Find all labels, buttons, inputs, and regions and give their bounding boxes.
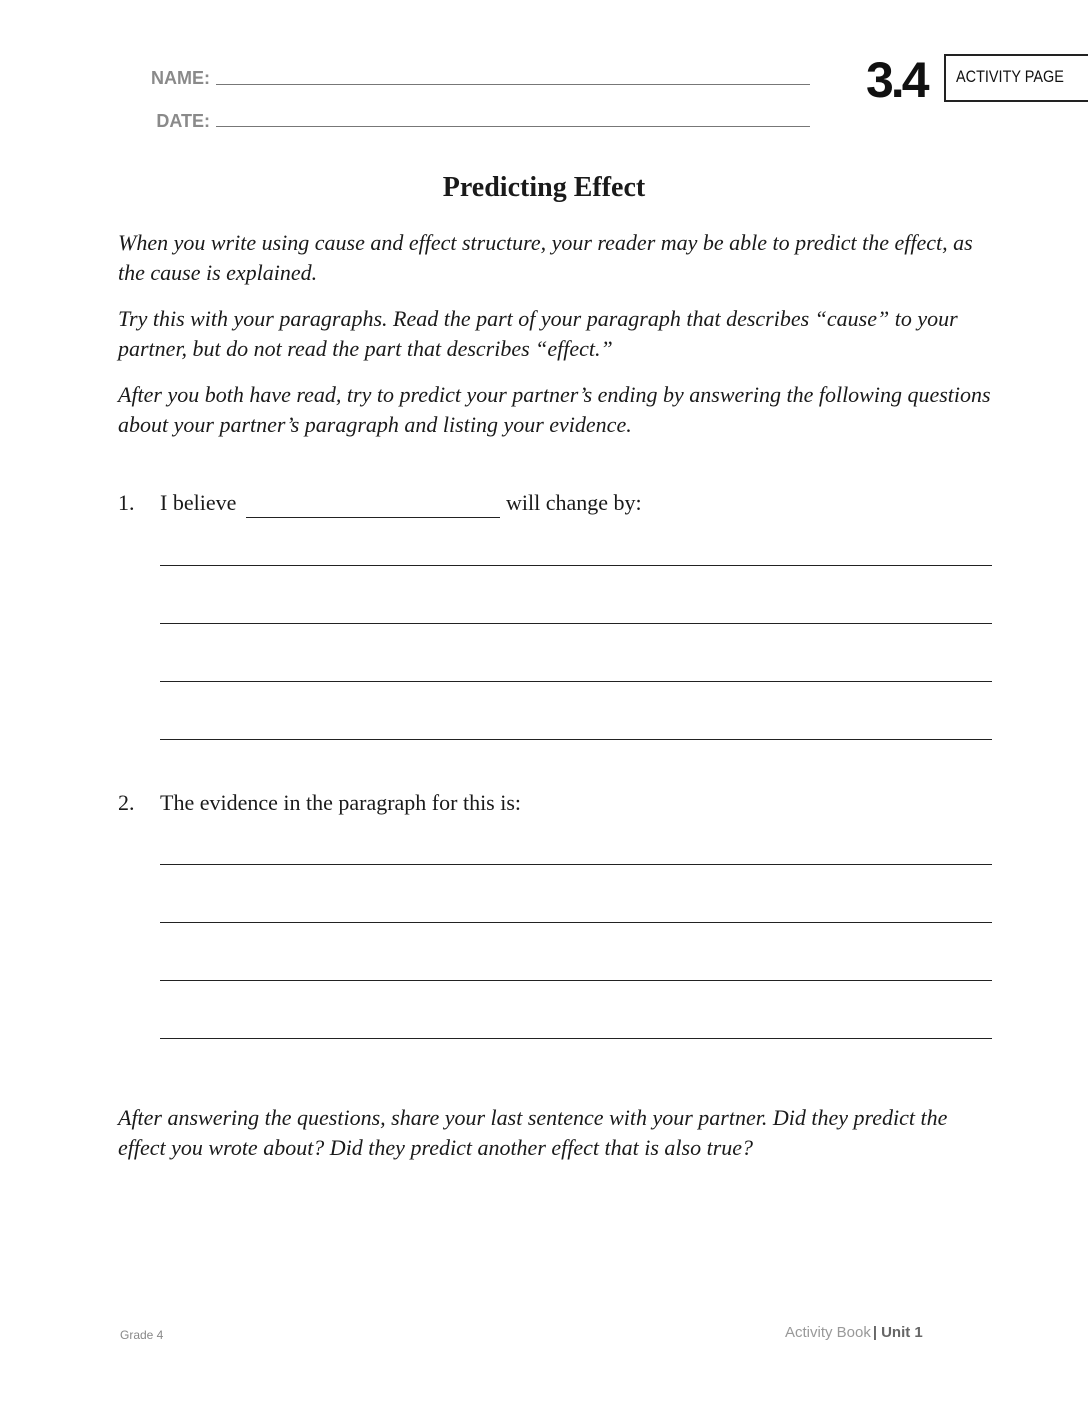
date-field-line[interactable] [216,126,810,127]
instruction-paragraph-3: After you both have read, try to predict your partner’s ending by answering the following questions about your partner’s paragraph and listing your evidence. [118,382,991,437]
answer-1-line-1[interactable] [160,565,992,566]
name-field-line[interactable] [216,84,810,85]
answer-2-line-4[interactable] [160,1038,992,1039]
lesson-number: 3.4 [866,52,927,108]
answer-2-line-2[interactable] [160,922,992,923]
footer-grade: Grade 4 [120,1328,164,1342]
activity-page-badge [944,54,1088,102]
answer-2-line-1[interactable] [160,864,992,865]
question-1-text-before: I believe [160,490,237,515]
question-2-text: The evidence in the paragraph for this is: [160,790,522,815]
question-1-number: 1. [118,490,135,515]
question-2-number: 2. [118,790,135,815]
footer-separator: | [872,1324,878,1341]
page-title: Predicting Effect [442,172,646,203]
answer-1-line-2[interactable] [160,623,992,624]
answer-1-line-3[interactable] [160,681,992,682]
activity-page-label: ACTIVITY PAGE [956,67,1064,86]
footer-book-unit [785,1324,923,1341]
footer-book: Activity Book [785,1324,871,1341]
question-1-blank[interactable] [246,517,500,518]
instruction-paragraph-1: When you write using cause and effect structure, your reader may be able to predict the effect, as the cause is explained. [118,230,973,285]
date-label: DATE: [156,111,210,131]
closing-paragraph: After answering the questions, share your last sentence with your partner. Did they predict the effect you wrote about? Did they predict another effect that is also true? [118,1105,948,1160]
footer-unit: Unit 1 [881,1324,923,1341]
answer-2-line-3[interactable] [160,980,992,981]
answer-1-line-4[interactable] [160,739,992,740]
question-1-text-after: will change by: [506,490,642,515]
name-label: NAME: [151,68,210,88]
instruction-paragraph-2: Try this with your paragraphs. Read the part of your paragraph that describes “cause” to your partner, but do not read the part that describes “effect.” [118,306,958,361]
